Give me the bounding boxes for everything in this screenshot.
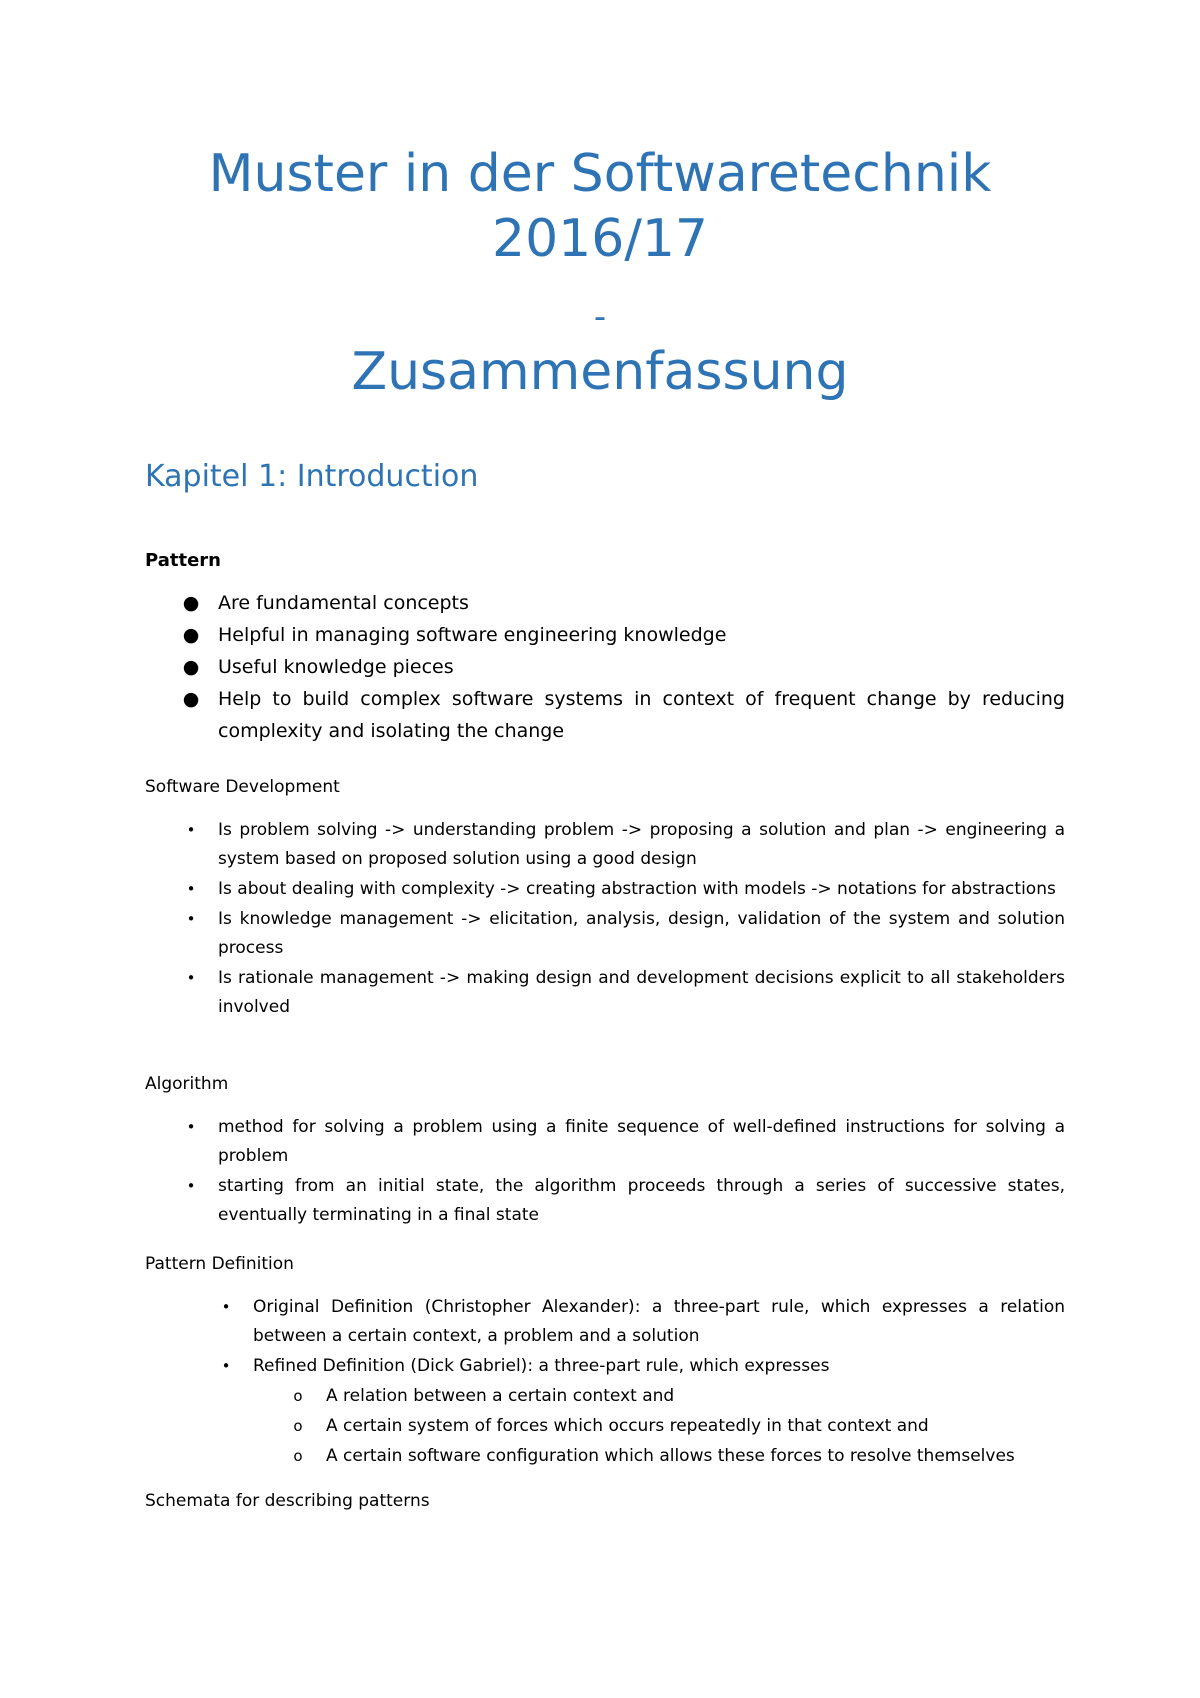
list-item-text: Helpful in managing software engineering knowledge bbox=[218, 624, 727, 646]
document-title-dash: - bbox=[593, 297, 607, 337]
section-algorithm bbox=[145, 1073, 1065, 1231]
list-item-text: starting from an initial state, the algorithm proceeds through a series of successive states, eventually terminating in a final state bbox=[218, 1176, 1065, 1225]
bullet-list bbox=[145, 587, 1065, 747]
list-item-text: Is problem solving -> understanding problem -> proposing a solution and plan -> engineering a system based on proposed solution using a good design bbox=[218, 820, 1065, 869]
list-item-text: Are fundamental concepts bbox=[218, 592, 469, 614]
section-heading: Software Development bbox=[145, 777, 340, 797]
list-item-text: Is about dealing with complexity -> creating abstraction with models -> notations for abstractions bbox=[218, 879, 1056, 899]
bullet-icon: • bbox=[186, 880, 196, 898]
list-item-text: Original Definition (Christopher Alexander): a three-part rule, which expresses a relation between a certain context, a problem and a solution bbox=[253, 1297, 1065, 1346]
section-heading: Schemata for describing patterns bbox=[145, 1491, 430, 1511]
list-item bbox=[145, 1172, 1065, 1230]
list-item bbox=[145, 587, 1065, 619]
document-title-line-2: 2016/17 bbox=[491, 209, 709, 269]
list-item-text: Useful knowledge pieces bbox=[218, 656, 454, 678]
sub-list-item-text: A relation between a certain context and bbox=[326, 1386, 675, 1406]
bullet-icon: • bbox=[221, 1298, 231, 1316]
bullet-icon: • bbox=[186, 821, 196, 839]
list-item bbox=[145, 875, 1065, 904]
document-title-line-3: Zusammenfassung bbox=[351, 342, 849, 402]
list-item bbox=[145, 1293, 1065, 1351]
sub-list-item-text: A certain system of forces which occurs repeatedly in that context and bbox=[326, 1416, 929, 1436]
list-item bbox=[145, 619, 1065, 651]
circle-bullet-icon: o bbox=[293, 1417, 303, 1435]
sub-list-item bbox=[145, 1442, 1065, 1471]
bullet-icon: • bbox=[186, 1177, 196, 1195]
section-heading: Pattern bbox=[145, 550, 221, 571]
circle-bullet-icon: o bbox=[293, 1387, 303, 1405]
section-pattern-definition bbox=[145, 1253, 1065, 1472]
list-item-text: Is knowledge management -> elicitation, analysis, design, validation of the system and solution process bbox=[218, 909, 1065, 958]
bullet-icon: • bbox=[186, 1118, 196, 1136]
bullet-icon: ● bbox=[182, 688, 200, 710]
list-item bbox=[145, 683, 1065, 747]
section-heading: Pattern Definition bbox=[145, 1254, 294, 1274]
document-title-line-1: Muster in der Softwaretechnik bbox=[208, 144, 992, 204]
section-schemata bbox=[145, 1490, 1065, 1512]
bullet-icon: ● bbox=[182, 592, 200, 614]
list-item-text: method for solving a problem using a finite sequence of well-defined instructions for solving a problem bbox=[218, 1117, 1065, 1166]
bullet-list bbox=[145, 1293, 1065, 1381]
list-item bbox=[145, 1352, 1065, 1381]
list-item bbox=[145, 816, 1065, 874]
sub-list-item bbox=[145, 1412, 1065, 1441]
list-item-text: Refined Definition (Dick Gabriel): a three-part rule, which expresses bbox=[253, 1356, 830, 1376]
bullet-icon: • bbox=[186, 969, 196, 987]
list-item bbox=[145, 964, 1065, 1022]
bullet-list bbox=[145, 1113, 1065, 1230]
bullet-icon: • bbox=[221, 1357, 231, 1375]
bullet-icon: • bbox=[186, 910, 196, 928]
list-item bbox=[145, 651, 1065, 683]
list-item-text: Help to build complex software systems in context of frequent change by reducing complexity and isolating the change bbox=[218, 688, 1065, 742]
chapter-heading: Kapitel 1: Introduction bbox=[145, 459, 479, 494]
bullet-list bbox=[145, 816, 1065, 1022]
bullet-icon: ● bbox=[182, 624, 200, 646]
sub-list-item bbox=[145, 1382, 1065, 1411]
section-software-development bbox=[145, 776, 1065, 1023]
bullet-icon: ● bbox=[182, 656, 200, 678]
circle-bullet-icon: o bbox=[293, 1447, 303, 1465]
section-pattern bbox=[145, 550, 1065, 747]
section-heading: Algorithm bbox=[145, 1074, 229, 1094]
sub-list-item-text: A certain software configuration which allows these forces to resolve themselves bbox=[326, 1446, 1015, 1466]
list-item bbox=[145, 905, 1065, 963]
sub-bullet-list bbox=[145, 1382, 1065, 1471]
list-item-text: Is rationale management -> making design and development decisions explicit to all stakeholders involved bbox=[218, 968, 1065, 1017]
list-item bbox=[145, 1113, 1065, 1171]
